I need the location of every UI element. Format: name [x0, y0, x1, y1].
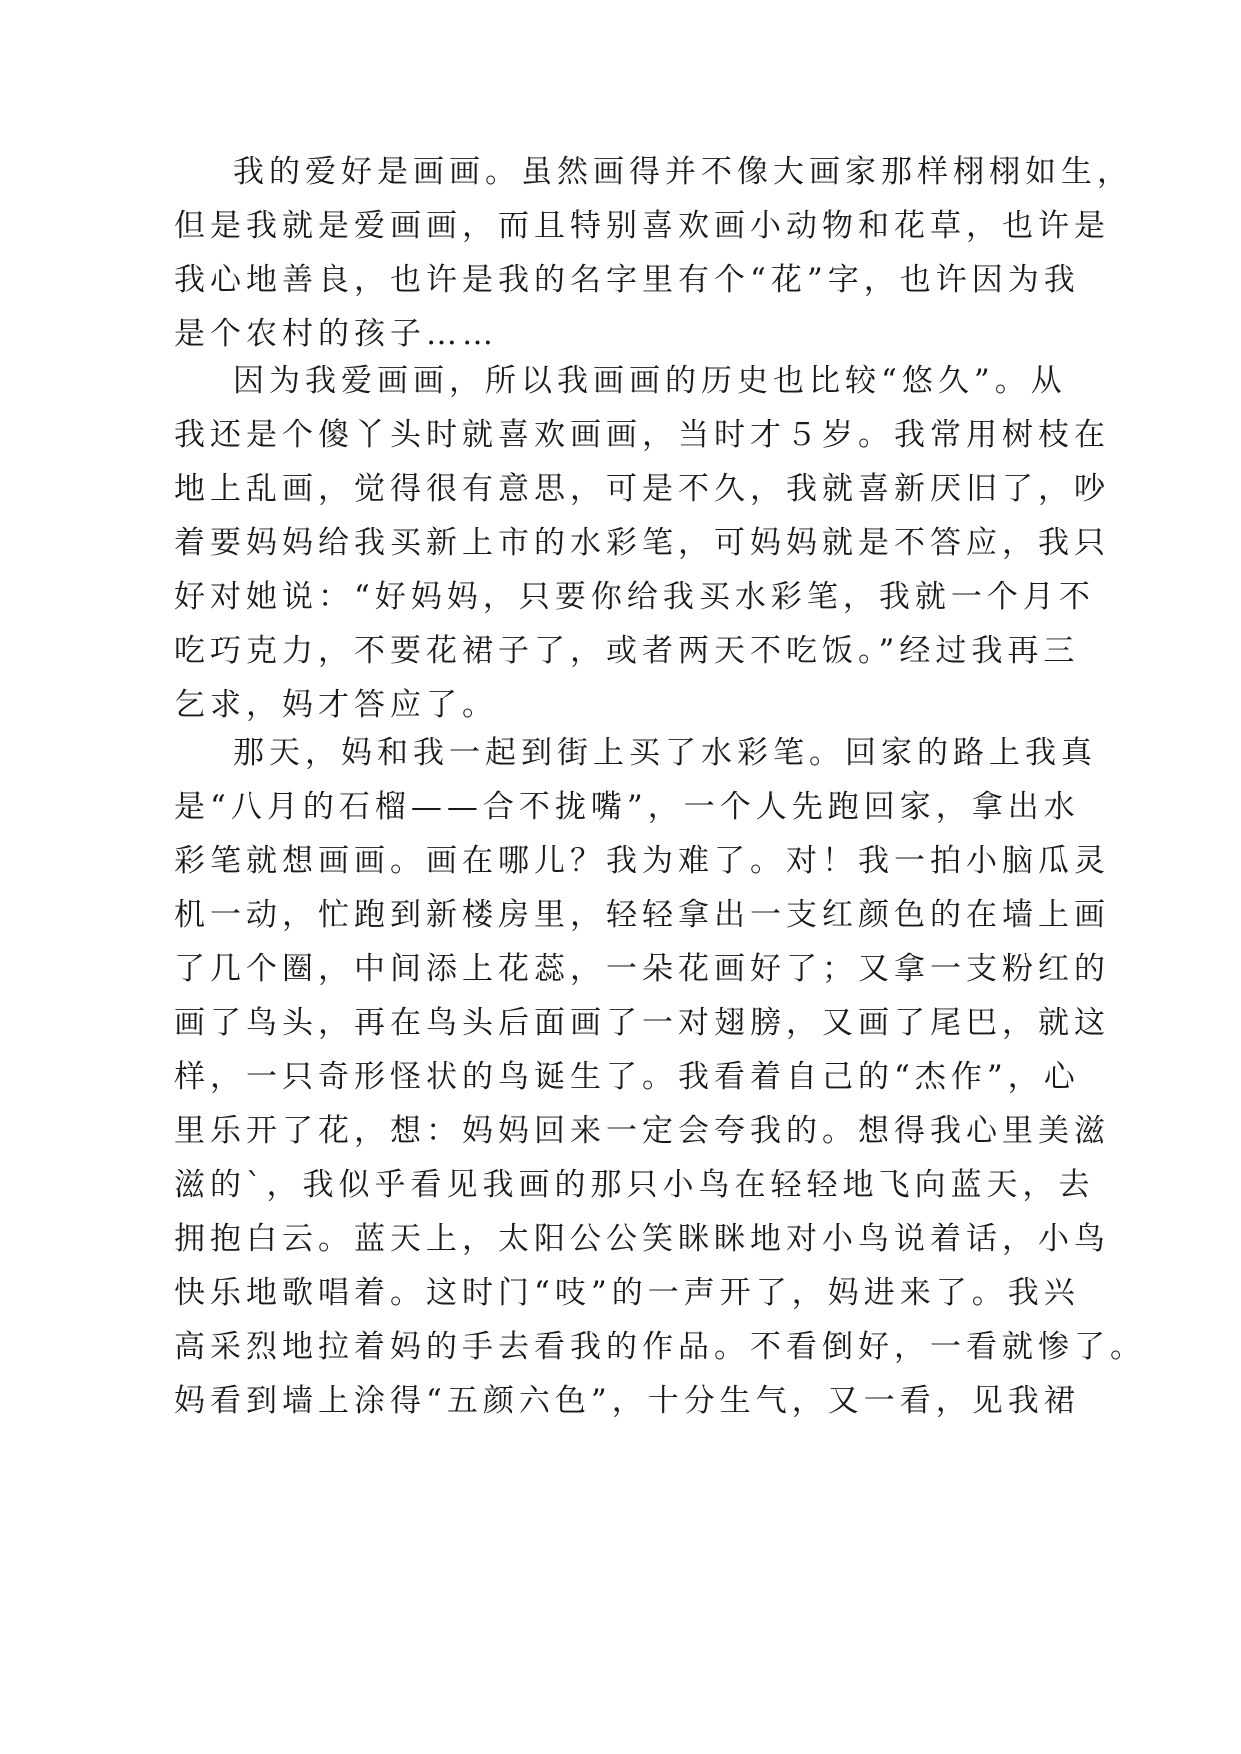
text-line: 着要妈妈给我买新上市的水彩笔，可妈妈就是不答应，我只 — [174, 525, 1110, 561]
text-line: 但是我就是爱画画，而且特别喜欢画小动物和花草，也许是 — [174, 208, 1110, 244]
text-line: 样，一只奇形怪状的鸟诞生了。我看着自己的“杰作”，心 — [174, 1059, 1080, 1095]
text-line: 机一动，忙跑到新楼房里，轻轻拿出一支红颜色的在墙上画 — [174, 897, 1110, 933]
text-line: 画了鸟头，再在鸟头后面画了一对翅膀，又画了尾巴，就这 — [174, 1005, 1110, 1041]
text-line: 是个农村的孩子…… — [174, 316, 498, 352]
text-line: 是“八月的石榴——合不拢嘴”，一个人先跑回家，拿出水 — [174, 789, 1080, 825]
text-line: 吃巧克力，不要花裙子了，或者两天不吃饭。”经过我再三 — [174, 633, 1080, 669]
text-line: 彩笔就想画画。画在哪儿？我为难了。对！我一拍小脑瓜灵 — [174, 843, 1110, 879]
text-line: 我还是个傻丫头时就喜欢画画，当时才５岁。我常用树枝在 — [174, 417, 1110, 453]
text-line: 地上乱画，觉得很有意思，可是不久，我就喜新厌旧了，吵 — [174, 471, 1110, 507]
text-line: 好对她说：“好妈妈，只要你给我买水彩笔，我就一个月不 — [174, 579, 1095, 615]
text-line: 因为我爱画画，所以我画画的历史也比较“悠久”。从 — [233, 363, 1067, 399]
text-line: 快乐地歌唱着。这时门“吱”的一声开了，妈进来了。我兴 — [174, 1275, 1080, 1311]
text-line: 了几个圈，中间添上花蕊，一朵花画好了；又拿一支粉红的 — [174, 951, 1110, 987]
text-line: 我心地善良，也许是我的名字里有个“花”字，也许因为我 — [174, 262, 1080, 298]
text-line: 高采烈地拉着妈的手去看我的作品。不看倒好，一看就惨了。 — [174, 1329, 1146, 1365]
text-line: 里乐开了花，想：妈妈回来一定会夸我的。想得我心里美滋 — [174, 1113, 1110, 1149]
text-line: 那天，妈和我一起到街上买了水彩笔。回家的路上我真 — [233, 735, 1097, 771]
text-line: 滋的`，我似乎看见我画的那只小鸟在轻轻地飞向蓝天，去 — [174, 1167, 1095, 1203]
text-line: 乞求，妈才答应了。 — [174, 687, 498, 723]
text-line: 妈看到墙上涂得“五颜六色”，十分生气，又一看，见我裙 — [174, 1383, 1080, 1419]
text-line: 我的爱好是画画。虽然画得并不像大画家那样栩栩如生， — [233, 154, 1133, 190]
text-line: 拥抱白云。蓝天上，太阳公公笑眯眯地对小鸟说着话，小鸟 — [174, 1221, 1110, 1257]
